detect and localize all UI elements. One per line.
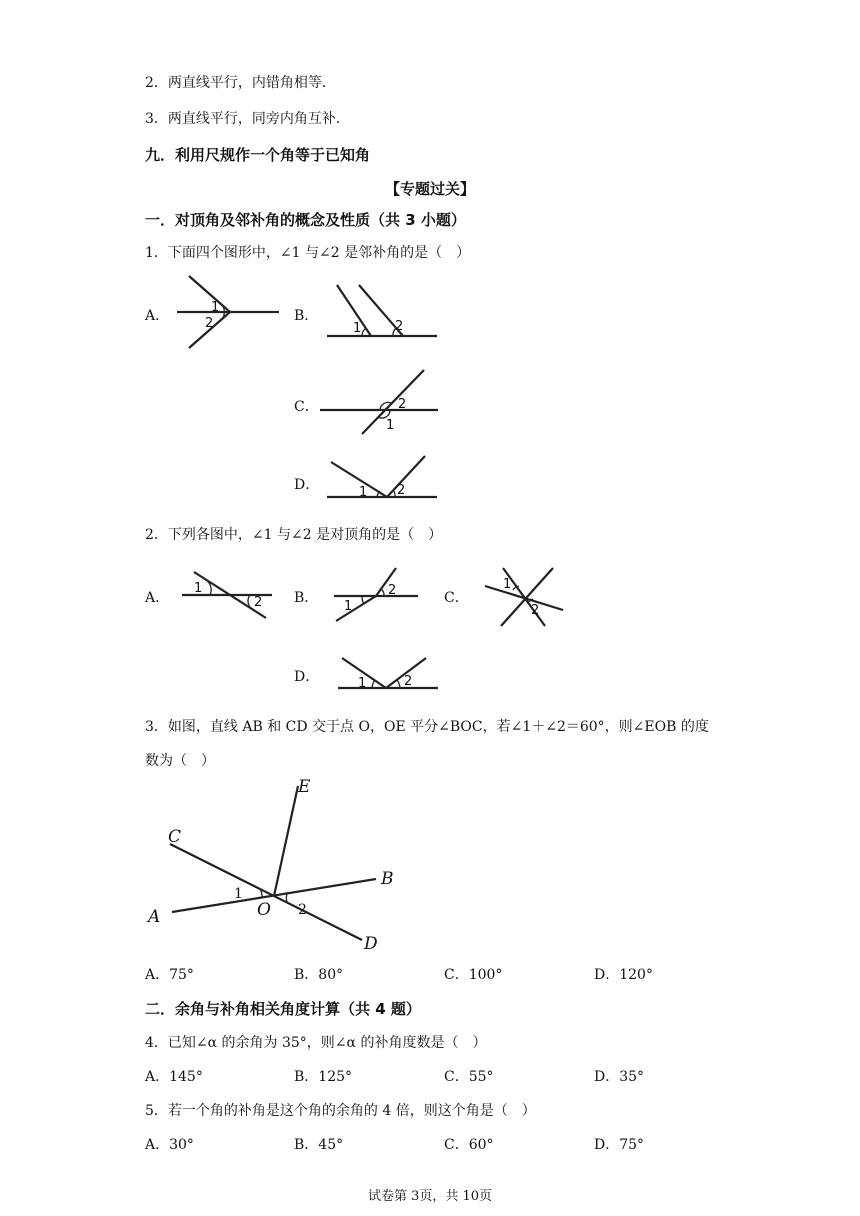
option-label: D． <box>294 477 320 493</box>
option-label: D．120° <box>594 967 653 983</box>
option-label: A．75° <box>145 967 194 983</box>
svg-text:O: O <box>257 900 271 920</box>
svg-text:2: 2 <box>205 316 214 331</box>
option-label: C．55° <box>444 1069 494 1085</box>
option-label: A．30° <box>145 1137 194 1153</box>
svg-text:1: 1 <box>386 418 395 433</box>
option-label: A． <box>145 308 170 324</box>
svg-text:2: 2 <box>398 397 407 412</box>
figure-q3 <box>140 772 400 954</box>
option-label: C．60° <box>444 1137 494 1153</box>
figure-q1-a <box>175 274 285 354</box>
option-label: D．75° <box>594 1137 645 1153</box>
figure-q1-d <box>325 452 440 507</box>
figure-q2-b <box>332 566 422 626</box>
option-label: B． <box>294 590 319 606</box>
figure-q1-b <box>325 282 440 342</box>
option-label: A．145° <box>145 1069 203 1085</box>
line-text: 2．两直线平行，内错角相等． <box>145 75 336 91</box>
option-label: C． <box>444 590 469 606</box>
svg-text:D: D <box>364 934 378 954</box>
option-label: B． <box>294 308 319 324</box>
svg-text:2: 2 <box>298 902 307 918</box>
svg-text:C: C <box>168 827 182 847</box>
option-label: C． <box>294 399 319 415</box>
svg-text:2: 2 <box>254 595 263 610</box>
question-stem: 5．若一个角的补角是这个角的余角的 4 倍，则这个角是（ ） <box>145 1103 536 1119</box>
option-label: B．125° <box>294 1069 353 1085</box>
part-heading: 一．对顶角及邻补角的概念及性质（共 3 小题） <box>145 211 466 229</box>
option-label: C．100° <box>444 967 503 983</box>
svg-text:2: 2 <box>395 319 404 334</box>
svg-text:2: 2 <box>404 674 413 689</box>
question-stem-cont: 数为（ ） <box>145 753 215 769</box>
question-stem: 3．如图，直线 AB 和 CD 交于点 O，OE 平分∠BOC，若∠1＋∠2＝60°，则∠EOB 的度 <box>145 719 709 735</box>
option-label: B．80° <box>294 967 344 983</box>
figure-q2-d <box>336 654 441 694</box>
svg-text:1: 1 <box>353 321 362 336</box>
option-label: A． <box>145 590 170 606</box>
svg-text:1: 1 <box>234 886 243 902</box>
part-heading: 二．余角与补角相关角度计算（共 4 题） <box>145 1000 421 1018</box>
svg-text:B: B <box>381 869 394 889</box>
svg-text:2: 2 <box>397 483 406 498</box>
special-heading: 【专题过关】 <box>384 180 475 198</box>
svg-text:1: 1 <box>503 577 512 592</box>
figure-q2-c <box>483 566 568 628</box>
page-footer: 试卷第 3页，共 10页 <box>367 1189 493 1204</box>
svg-text:2: 2 <box>531 603 540 618</box>
svg-text:2: 2 <box>388 583 397 598</box>
svg-text:1: 1 <box>359 485 368 500</box>
option-label: D．35° <box>594 1069 645 1085</box>
line-text: 3．两直线平行，同旁内角互补． <box>145 111 350 127</box>
svg-text:E: E <box>298 777 311 797</box>
figure-q2-a <box>180 570 275 625</box>
question-stem: 4．已知∠α 的余角为 35°，则∠α 的补角度数是（ ） <box>145 1035 487 1051</box>
section-heading: 九．利用尺规作一个角等于已知角 <box>145 146 371 164</box>
svg-text:1: 1 <box>358 676 367 691</box>
option-label: D． <box>294 669 320 685</box>
svg-text:1: 1 <box>344 599 353 614</box>
question-stem: 1．下面四个图形中，∠1 与∠2 是邻补角的是（ ） <box>145 245 471 261</box>
svg-text:A: A <box>148 907 161 927</box>
option-label: B．45° <box>294 1137 344 1153</box>
question-stem: 2．下列各图中，∠1 与∠2 是对顶角的是（ ） <box>145 527 443 543</box>
figure-q1-c <box>318 368 443 438</box>
svg-text:1: 1 <box>194 581 203 596</box>
svg-text:1: 1 <box>211 300 220 315</box>
